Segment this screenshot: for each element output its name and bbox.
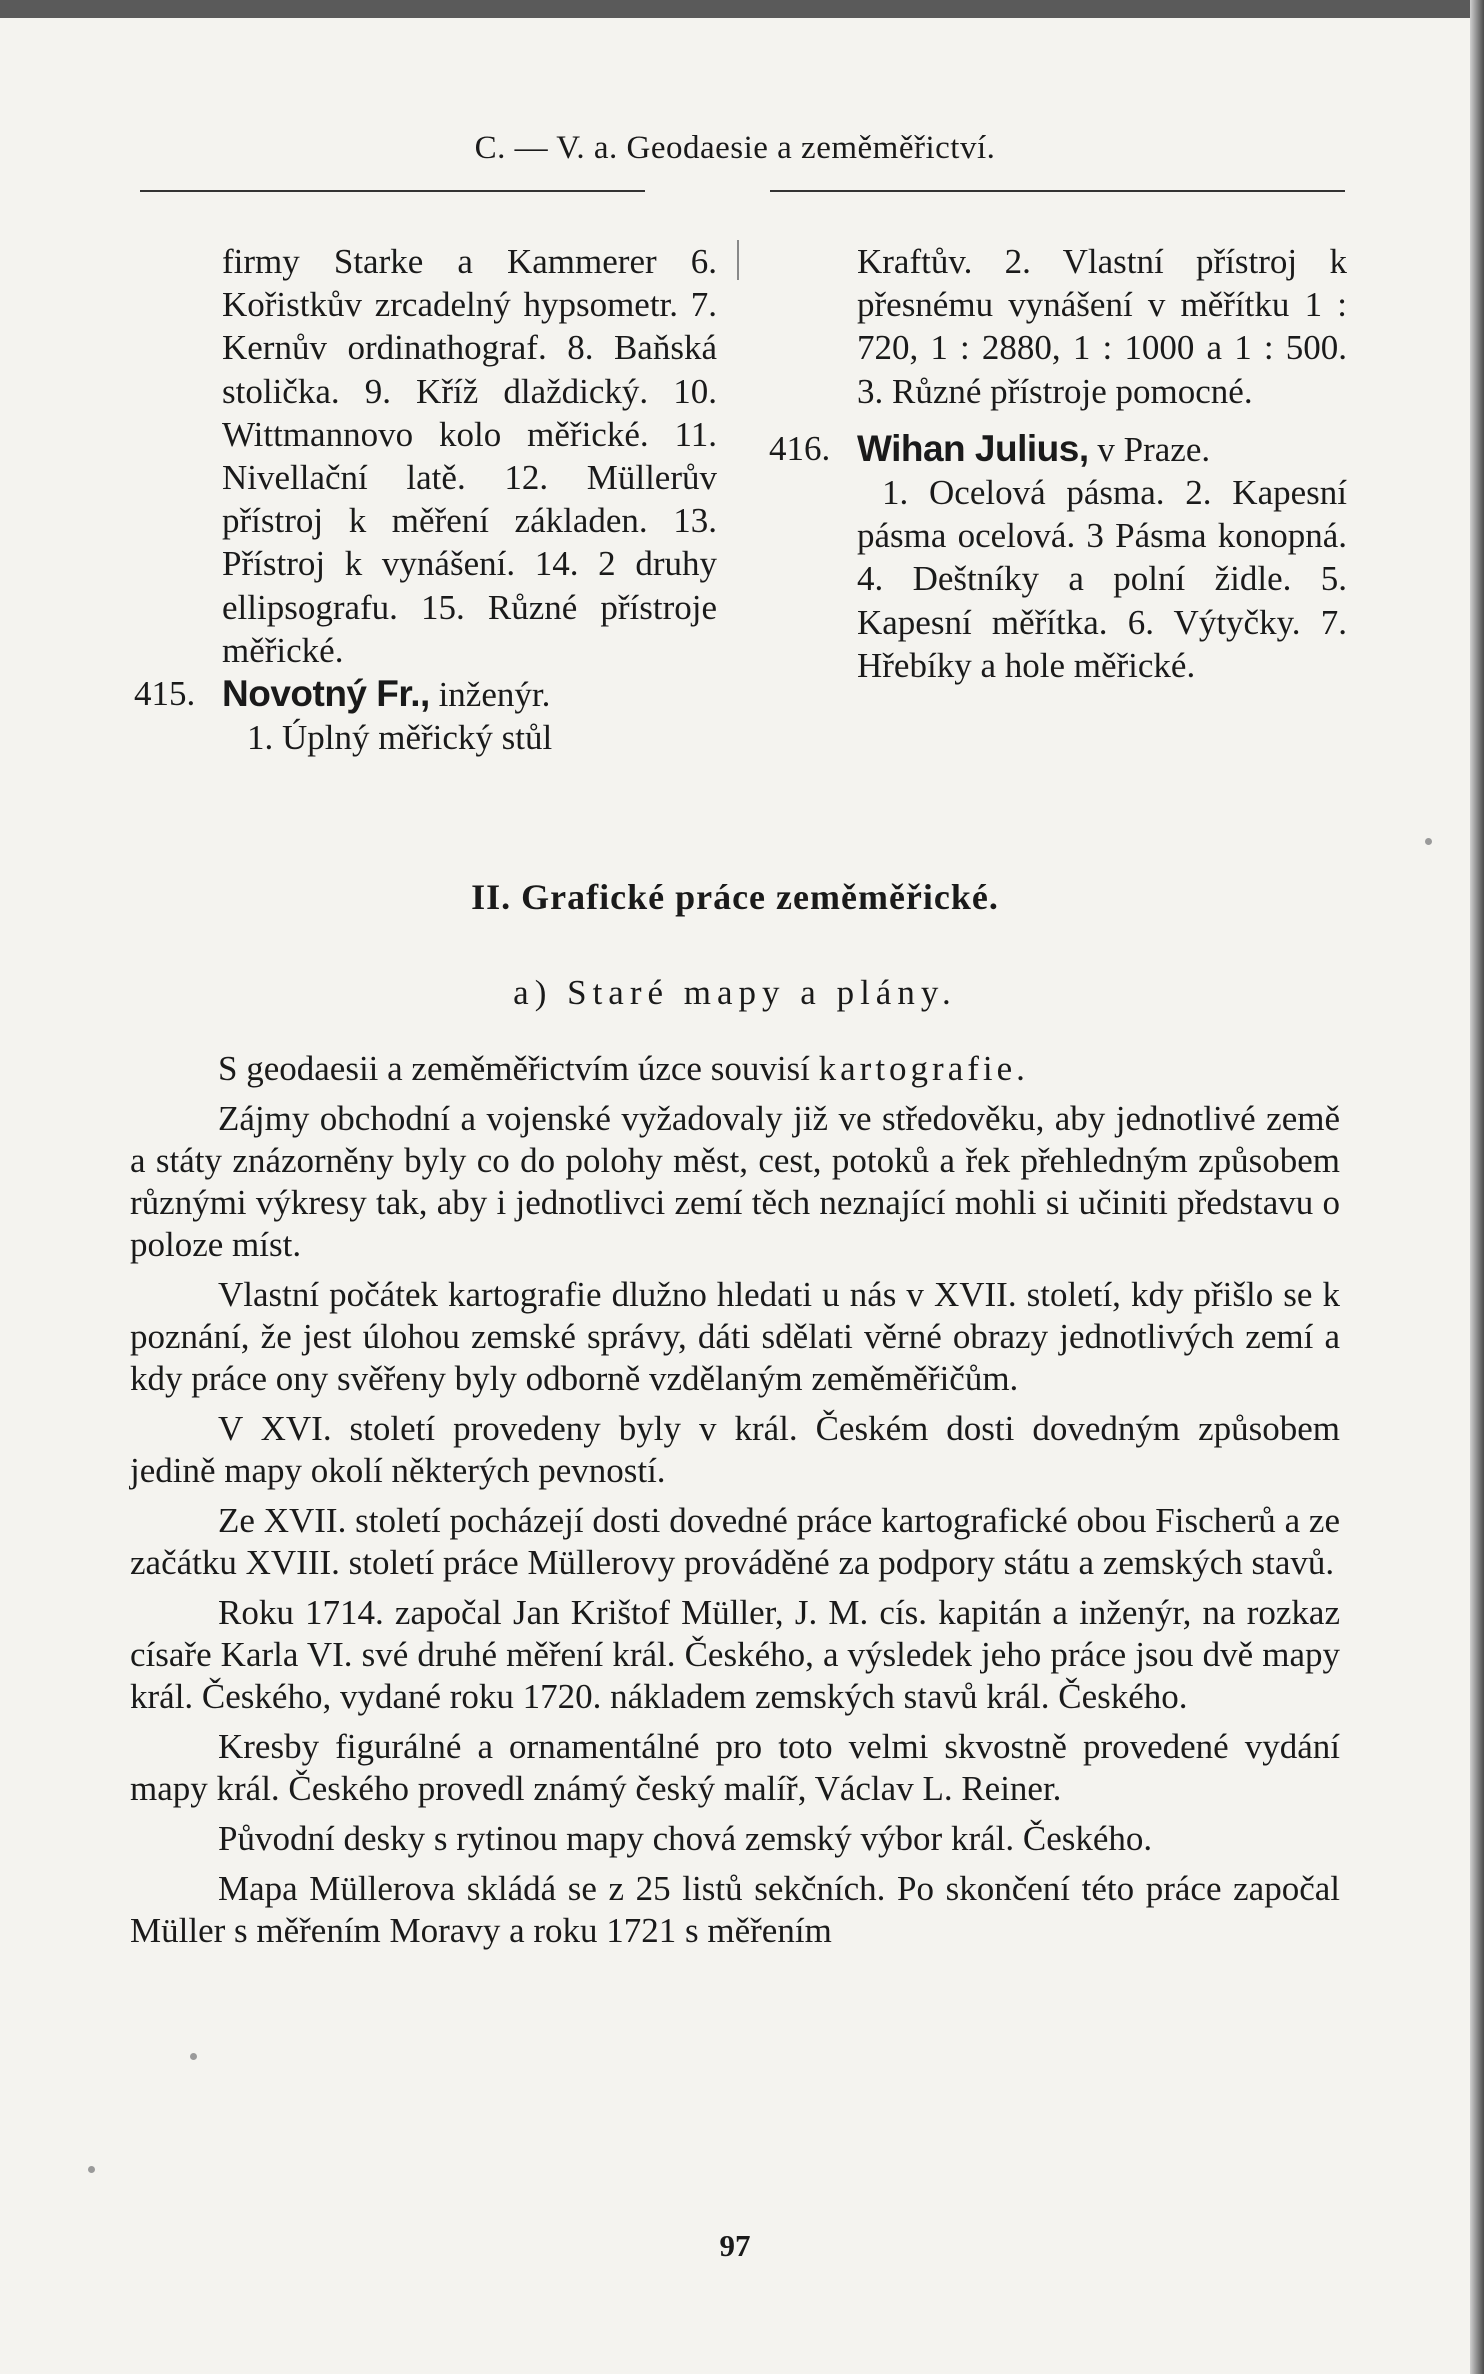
entry-415 xyxy=(134,672,717,759)
paragraph-text: S geodaesii a zeměměřictvím úzce souvisí xyxy=(218,1049,819,1088)
paragraph xyxy=(130,1048,1340,1090)
paper-speck xyxy=(1425,838,1432,845)
entry-number: 415. xyxy=(134,674,196,714)
paragraph: Zájmy obchodní a vojenské vyžadovaly již ve středověku, aby jednotlivé země a státy znázorněny byly co do polohy měst, cest, potoků a řek přehledným způsobem různými výkresy tak, aby i jednotlivci zemí těch neznající mohli si učiniti představu o poloze míst. xyxy=(130,1099,1340,1264)
entry-name: Novotný Fr., xyxy=(222,673,430,715)
page-number: 97 xyxy=(719,2228,751,2263)
paragraph: Kresby figurálné a ornamentálné pro toto velmi skvostně provedené vydání mapy král. Českého provedl známý český malíř, Václav L. Reiner. xyxy=(130,1727,1340,1808)
section-title: II. Grafické práce zeměměřické. xyxy=(471,877,999,917)
paragraph: V XVI. století provedeny byly v král. Českém dosti dovedným způsobem jedině mapy okolí některých pevností. xyxy=(130,1409,1340,1490)
header-rule-right xyxy=(770,190,1345,192)
paper-speck xyxy=(190,2053,197,2060)
body-text xyxy=(130,1048,1340,1960)
paragraph: Mapa Müllerova skládá se z 25 listů sekčních. Po skončení této práce započal Müller s měřením Moravy a roku 1721 s měřením xyxy=(130,1869,1340,1950)
right-column xyxy=(769,240,1347,687)
left-column-continuation: firmy Starke a Kammerer 6. Kořistkův zrcadelný hypsometr. 7. Kernův ordinathograf. 8. Baňská stolička. 9. Kříž dlaždický. 10. Wittmannovo kolo měřické. 11. Nivellační latě. 12. Müllerův přístroj k měření základen. 13. Přístroj k vynášení. 14. 2 druhy ellipsografu. 15. Různé přístroje měřické. xyxy=(222,242,717,670)
paragraph: Roku 1714. započal Jan Krištof Müller, J. M. cís. kapitán a inženýr, na rozkaz císaře Karla VI. své druhé měření král. Českého, a výsledek jeho práce jsou dvě mapy král. Českého, vydané roku 1720. nákladem zemských stavů král. Českého. xyxy=(130,1593,1340,1716)
entry-suffix: v Praze. xyxy=(1088,429,1211,469)
entry-suffix: inženýr. xyxy=(429,675,551,715)
header-rule-left xyxy=(140,190,645,192)
entry-items: 1. Úplný měřický stůl xyxy=(247,718,553,758)
right-column-continuation: Kraftův. 2. Vlastní přístroj k přesnému vynášení v měřítku 1 : 720, 1 : 2880, 1 : 1000 a 1 : 500. 3. Různé přístroje pomocné. xyxy=(857,242,1347,411)
scan-edge xyxy=(1470,0,1484,2374)
paragraph: Vlastní počátek kartografie dlužno hledati u nás v XVII. století, kdy přišlo se k poznání, že jest úlohou zemské správy, dáti sdělati věrné obrazy jednotlivých zemí a kdy práce ony svěřeny byly odborně vzdělaným zeměměřičům. xyxy=(130,1275,1340,1398)
paragraph-text: . xyxy=(1016,1049,1025,1088)
paragraph: Původní desky s rytinou mapy chová zemský výbor král. Českého. xyxy=(218,1819,1153,1858)
paper-speck xyxy=(88,2166,95,2173)
left-column xyxy=(134,240,717,759)
entry-items: 1. Ocelová pásma. 2. Kapesní pásma ocelová. 3 Pásma konopná. 4. Deštníky a polní židle. 5. Kapesní měřítka. 6. Výtyčky. 7. Hřebíky a hole měřické. xyxy=(857,473,1347,685)
emphasized-word: kartografie xyxy=(818,1049,1017,1088)
entry-number: 416. xyxy=(769,428,831,468)
subsection-title: a) Staré mapy a plány. xyxy=(513,973,957,1012)
book-page xyxy=(0,18,1470,2374)
entry-name: Wihan Julius, xyxy=(857,427,1089,469)
running-header: C. — V. a. Geodaesie a zeměměřictví. xyxy=(474,130,996,166)
entry-416 xyxy=(769,427,1347,687)
column-divider xyxy=(737,240,739,280)
paragraph: Ze XVII. století pocházejí dosti dovedné práce kartografické obou Fischerů a ze začátku XVIII. století práce Müllerovy prováděné za podpory státu a zemských stavů. xyxy=(130,1501,1340,1582)
